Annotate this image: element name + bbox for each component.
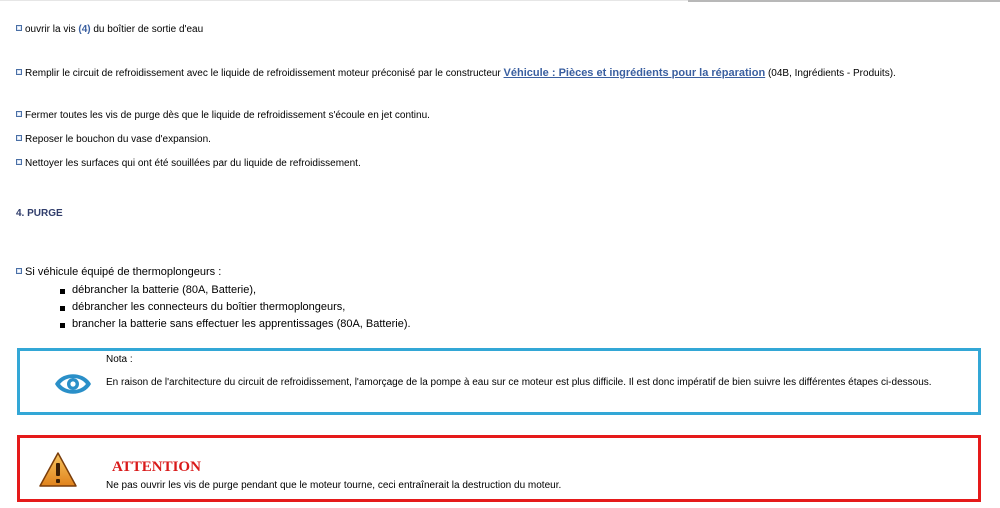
top-tab-line — [688, 0, 1000, 2]
step-text: (04B, Ingrédients - Produits). — [765, 68, 896, 79]
nota-title: Nota : — [106, 354, 133, 365]
step-text: Fermer toutes les vis de purge dès que le liquide de refroidissement s'écoule en jet continu. — [25, 110, 430, 121]
condition-text: Si véhicule équipé de thermoplongeurs : — [25, 266, 222, 278]
section-heading: 4. PURGE — [16, 208, 63, 219]
attention-title: ATTENTION — [112, 459, 201, 475]
part-number: (4) — [78, 24, 91, 35]
step-text: du boîtier de sortie d'eau — [90, 24, 204, 35]
square-bullet-icon — [60, 289, 65, 294]
step-text: ouvrir la vis — [25, 24, 79, 35]
step-text: Remplir le circuit de refroidissement avec le liquide de refroidissement moteur préconisé par le constructeur — [25, 68, 504, 79]
eye-icon — [54, 373, 92, 395]
step-text: Nettoyer les surfaces qui ont été souillées par du liquide de refroidissement. — [25, 158, 361, 169]
square-bullet-icon — [60, 323, 65, 328]
attention-box — [17, 435, 981, 502]
list-item-text: débrancher la batterie (80A, Batterie), — [72, 284, 257, 296]
top-border — [0, 0, 1000, 1]
step-text: Reposer le bouchon du vase d'expansion. — [25, 134, 211, 145]
bullet-icon — [16, 159, 22, 165]
warning-icon — [38, 450, 78, 490]
condition-list — [58, 282, 411, 333]
bullet-icon — [16, 69, 22, 75]
parts-ingredients-link[interactable]: Véhicule : Pièces et ingrédients pour la réparation — [503, 67, 766, 79]
list-item — [58, 282, 411, 299]
attention-text: Ne pas ouvrir les vis de purge pendant que le moteur tourne, ceci entraînerait la destruction du moteur. — [106, 480, 562, 491]
list-item-text: brancher la batterie sans effectuer les apprentissages (80A, Batterie). — [72, 318, 411, 330]
list-item — [58, 299, 411, 316]
bullet-icon — [16, 268, 22, 274]
bullet-icon — [16, 25, 22, 31]
step-close-screws — [16, 108, 976, 123]
condition-line — [16, 265, 976, 280]
list-item-text: débrancher les connecteurs du boîtier thermoplongeurs, — [72, 301, 346, 313]
step-clean-surfaces — [16, 156, 976, 171]
bullet-icon — [16, 135, 22, 141]
step-refit-cap — [16, 132, 976, 147]
square-bullet-icon — [60, 306, 65, 311]
nota-box — [17, 348, 981, 415]
step-fill-circuit — [16, 66, 976, 81]
bullet-icon — [16, 111, 22, 117]
nota-text: En raison de l'architecture du circuit de refroidissement, l'amorçage de la pompe à eau sur ce moteur est plus difficile. Il est donc impératif de bien suivre les différentes étapes ci-dessous. — [106, 377, 932, 388]
step-open-screw — [16, 22, 976, 37]
list-item — [58, 316, 411, 333]
